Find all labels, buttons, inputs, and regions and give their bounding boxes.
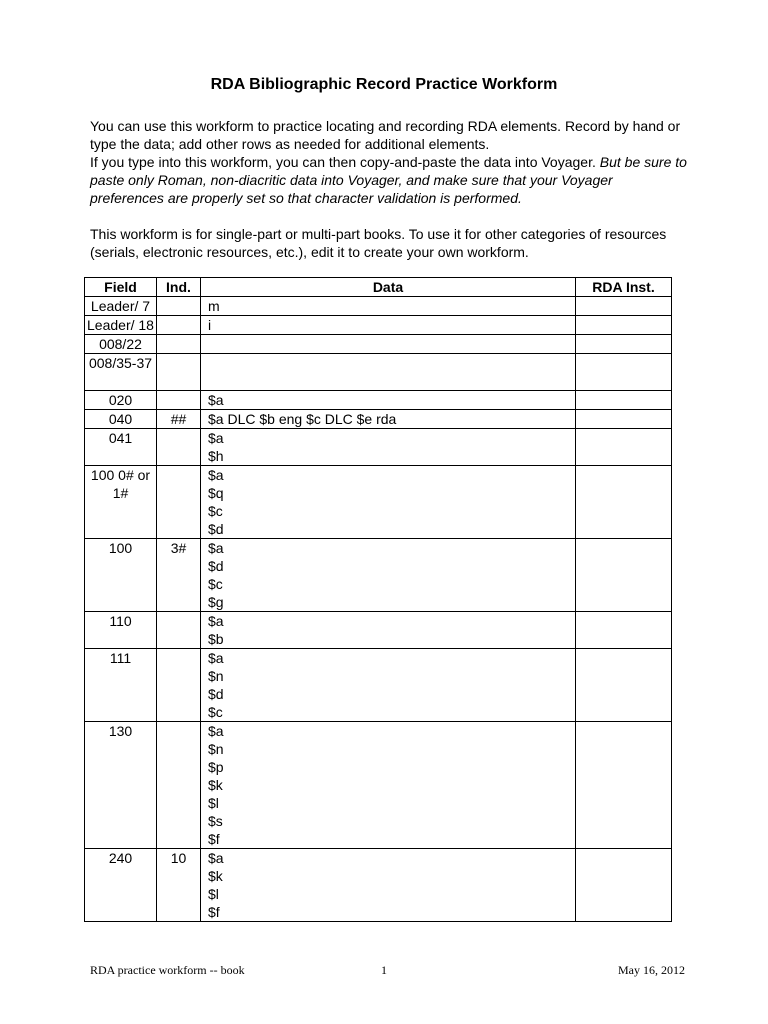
table-row bbox=[85, 429, 672, 466]
footer-date: May 16, 2012 bbox=[618, 963, 685, 977]
subfield-line: $s bbox=[208, 813, 223, 829]
subfield-line: $a bbox=[208, 392, 224, 408]
rda-inst-cell bbox=[576, 722, 672, 849]
data-cell bbox=[201, 410, 576, 429]
subfield-line: $l bbox=[208, 886, 219, 902]
table-row bbox=[85, 612, 672, 649]
subfield-line bbox=[208, 372, 571, 390]
subfield-line: $d bbox=[208, 686, 224, 702]
data-cell bbox=[201, 649, 576, 722]
subfield-line: $h bbox=[208, 448, 224, 464]
subfield-line: $a bbox=[208, 723, 224, 739]
table-row bbox=[85, 849, 672, 922]
indicator-cell: 3# bbox=[157, 539, 201, 612]
field-cell: 020 bbox=[85, 391, 157, 410]
subfield-line: $f bbox=[208, 904, 220, 920]
rda-inst-cell bbox=[576, 849, 672, 922]
subfield-line: $a bbox=[208, 540, 224, 556]
indicator-cell bbox=[157, 429, 201, 466]
subfield-line: $k bbox=[208, 777, 223, 793]
intro-paragraph-2-text: If you type into this workform, you can then copy-and-paste the data into Voyager. bbox=[90, 154, 600, 170]
field-cell: 008/35-37 bbox=[85, 354, 157, 391]
header-data: Data bbox=[201, 278, 576, 297]
header-ind: Ind. bbox=[157, 278, 201, 297]
field-cell: 100 bbox=[85, 539, 157, 612]
field-cell: 110 bbox=[85, 612, 157, 649]
indicator-cell bbox=[157, 354, 201, 391]
subfield-line: $f bbox=[208, 831, 220, 847]
subfield-line: $k bbox=[208, 868, 223, 884]
subfield-line: $b bbox=[208, 631, 224, 647]
field-cell: Leader/ 18 bbox=[85, 316, 157, 335]
intro-paragraph-2 bbox=[90, 153, 690, 207]
field-cell: Leader/ 7 bbox=[85, 297, 157, 316]
intro-text bbox=[90, 117, 690, 261]
footer-left: RDA practice workform -- book bbox=[90, 963, 245, 977]
indicator-cell bbox=[157, 297, 201, 316]
data-cell bbox=[201, 612, 576, 649]
rda-inst-cell bbox=[576, 297, 672, 316]
indicator-cell bbox=[157, 316, 201, 335]
subfield-line: $c bbox=[208, 503, 223, 519]
field-cell: 240 bbox=[85, 849, 157, 922]
indicator-cell: ## bbox=[157, 410, 201, 429]
header-field: Field bbox=[85, 278, 157, 297]
subfield-line bbox=[208, 335, 571, 353]
workform-table bbox=[84, 277, 672, 922]
rda-inst-cell bbox=[576, 429, 672, 466]
subfield-line: $g bbox=[208, 594, 224, 610]
field-cell: 041 bbox=[85, 429, 157, 466]
indicator-cell bbox=[157, 612, 201, 649]
subfield-line: $q bbox=[208, 485, 224, 501]
data-cell bbox=[201, 354, 576, 391]
rda-inst-cell bbox=[576, 466, 672, 539]
data-cell bbox=[201, 722, 576, 849]
subfield-line: i bbox=[208, 317, 212, 333]
data-cell bbox=[201, 297, 576, 316]
table-body bbox=[85, 297, 672, 922]
subfield-line: $n bbox=[208, 741, 224, 757]
table-row bbox=[85, 391, 672, 410]
rda-inst-cell bbox=[576, 354, 672, 391]
indicator-cell bbox=[157, 466, 201, 539]
table-row bbox=[85, 410, 672, 429]
rda-inst-cell bbox=[576, 612, 672, 649]
field-cell: 130 bbox=[85, 722, 157, 849]
footer-page-number: 1 bbox=[381, 963, 387, 977]
subfield-line: $a DLC $b eng $c DLC $e rda bbox=[208, 411, 397, 427]
rda-inst-cell bbox=[576, 316, 672, 335]
field-cell: 040 bbox=[85, 410, 157, 429]
table-row bbox=[85, 354, 672, 391]
rda-inst-cell bbox=[576, 649, 672, 722]
subfield-line: $a bbox=[208, 650, 224, 666]
data-cell bbox=[201, 316, 576, 335]
indicator-cell bbox=[157, 335, 201, 354]
indicator-cell bbox=[157, 649, 201, 722]
table-row bbox=[85, 539, 672, 612]
intro-paragraph-2-warning: But be sure to paste only Roman, non-diacritic data into Voyager, and make sure that your Voyager preferences are properly set so that character validation is performed. bbox=[90, 154, 687, 206]
subfield-line: $c bbox=[208, 576, 223, 592]
indicator-cell bbox=[157, 391, 201, 410]
data-cell bbox=[201, 335, 576, 354]
data-cell bbox=[201, 429, 576, 466]
table-row bbox=[85, 297, 672, 316]
subfield-line: $n bbox=[208, 668, 224, 684]
data-cell bbox=[201, 391, 576, 410]
intro-paragraph-1: You can use this workform to practice locating and recording RDA elements. Record by hand or type the data; add other rows as needed for additional elements. bbox=[90, 118, 681, 152]
rda-inst-cell bbox=[576, 335, 672, 354]
table-row bbox=[85, 649, 672, 722]
field-cell: 111 bbox=[85, 649, 157, 722]
rda-inst-cell bbox=[576, 391, 672, 410]
page-title: RDA Bibliographic Record Practice Workform bbox=[210, 76, 558, 93]
table-row bbox=[85, 316, 672, 335]
subfield-line: $a bbox=[208, 430, 224, 446]
subfield-line: $c bbox=[208, 704, 223, 720]
table-row bbox=[85, 722, 672, 849]
data-cell bbox=[201, 539, 576, 612]
data-cell bbox=[201, 466, 576, 539]
subfield-line: $a bbox=[208, 613, 224, 629]
subfield-line bbox=[208, 354, 571, 372]
data-cell bbox=[201, 849, 576, 922]
header-rda-inst: RDA Inst. bbox=[576, 278, 672, 297]
table-header-row bbox=[85, 278, 672, 297]
indicator-cell: 10 bbox=[157, 849, 201, 922]
field-cell: 008/22 bbox=[85, 335, 157, 354]
subfield-line: m bbox=[208, 298, 220, 314]
subfield-line: $d bbox=[208, 558, 224, 574]
subfield-line: $d bbox=[208, 521, 224, 537]
indicator-cell bbox=[157, 722, 201, 849]
intro-paragraph-3: This workform is for single-part or multi-part books. To use it for other categories of resources (serials, electronic resources, etc.), edit it to create your own workform. bbox=[90, 226, 667, 260]
subfield-line: $p bbox=[208, 759, 224, 775]
subfield-line: $a bbox=[208, 850, 224, 866]
subfield-line: $a bbox=[208, 467, 224, 483]
table-row bbox=[85, 466, 672, 539]
rda-inst-cell bbox=[576, 410, 672, 429]
field-cell: 100 0# or 1# bbox=[85, 466, 157, 539]
table-row bbox=[85, 335, 672, 354]
rda-inst-cell bbox=[576, 539, 672, 612]
subfield-line: $l bbox=[208, 795, 219, 811]
